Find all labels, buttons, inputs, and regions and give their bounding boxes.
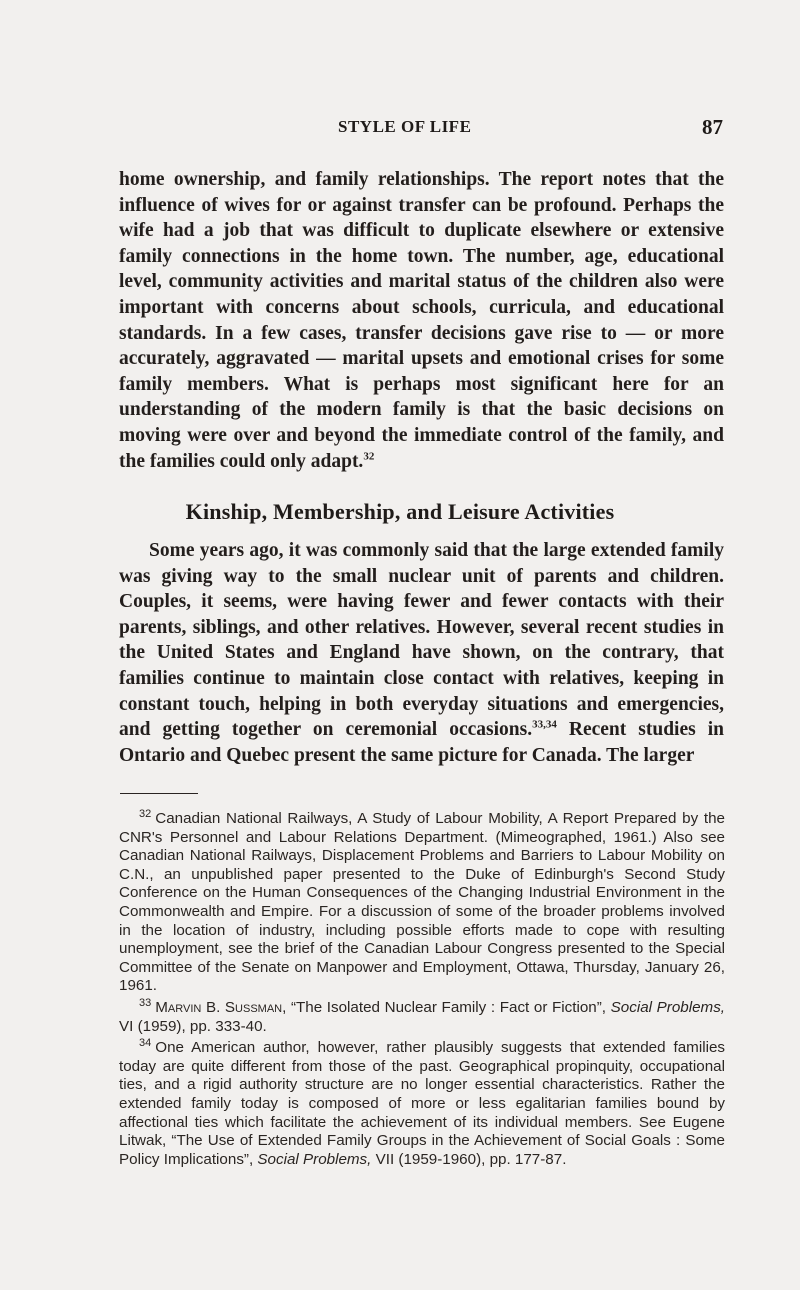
- footnote-text: One American author, however, rather plausibly suggests that extended families today are quite different from those of the past. Geographical propinquity, occupational ties, and a rigid authority structure are no longer essential characteristics. Rather the extended family today is composed of more or less egalitarian families bound by affectional ties which facilitate the achievement of its individual members. See Eugene Litwak, “The Use of Extended Family Groups in the Achievement of Social Goals : Some Policy Implications”,: [119, 1039, 725, 1168]
- footnote-text-end: VII (1959-1960), pp. 177-87.: [371, 1150, 567, 1168]
- paragraph-2-text-b: Recent studies in Ontario and Quebec present the same picture for Canada. The larger: [119, 719, 725, 766]
- footnote-32: [119, 807, 725, 996]
- section-heading: Kinship, Membership, and Leisure Activities: [185, 499, 615, 524]
- paragraph-2-text-a: Some years ago, it was commonly said that the large extended family was giving way to the small nuclear unit of parents and children. Couples, it seems, were having fewer and fewer contacts with their parents, siblings, and other relatives. However, several recent studies in the United States and England have shown, on the contrary, that families continue to maintain close contact with relatives, keeping in constant touch, helping in both everyday situations and emergencies, and getting together on ceremonial occasions.: [119, 540, 724, 741]
- paragraph-1-text: home ownership, and family relationships. The report notes that the influence of wives for or against transfer can be profound. Perhaps the wife had a job that was difficult to duplicate elsewhere or extensive family connections in the home town. The number, age, educational level, community activities and marital status of the children also were important with concerns about schools, curricula, and educational standards. In a few cases, transfer decisions gave rise to — or more accurately, aggravated — marital upsets and emotional crises for some family members. What is perhaps most significant here for an understanding of the modern family is that the basic decisions on moving were over and beyond the immediate control of the family, and the families could only adapt.: [119, 169, 724, 472]
- footnotes: [119, 807, 726, 1172]
- page-header: [0, 117, 800, 141]
- footnote-number: 32: [139, 807, 152, 820]
- running-title: STYLE OF LIFE: [338, 117, 472, 136]
- body-paragraph-2: [119, 538, 724, 768]
- footnote-text: , “The Isolated Nuclear Family : Fact or Fiction”,: [282, 998, 611, 1016]
- footnote-number: 33: [139, 996, 152, 1009]
- footnote-ref-33-34[interactable]: 33,34: [532, 718, 557, 731]
- footnote-33: [119, 996, 726, 1036]
- footnote-journal: Social Problems,: [610, 998, 726, 1016]
- footnote-text: Canadian National Railways, A Study of Labour Mobility, A Report Prepared by the CNR's Personnel and Labour Relations Department. (Mimeographed, 1961.) Also see Canadian National Railways, Displacement Problems and Barriers to Labour Mobility on C.N., an unpublished paper presented to the Duke of Edinburgh's Second Study Conference on the Human Consequences of the Changing Industrial Environment in the Commonwealth and Empire. For a discussion of some of the broader problems involved in the location of industry, including possible efforts made to cope with resulting unemployment, see the brief of the Canadian Labour Congress presented to the Special Committee of the Senate on Manpower and Employment, Ottawa, Thursday, January 26, 1961.: [119, 810, 725, 995]
- footnote-number: 34: [139, 1037, 152, 1050]
- page-number: 87: [702, 115, 723, 139]
- footnote-divider: [120, 793, 198, 794]
- footnote-ref-32[interactable]: 32: [363, 450, 375, 463]
- footnote-author: Marvin B. Sussman: [155, 998, 283, 1016]
- footnote-journal: Social Problems,: [257, 1150, 372, 1168]
- footnote-34: [119, 1039, 725, 1169]
- body-paragraph-1: [119, 167, 724, 474]
- footnote-text-end: VI (1959), pp. 333-40.: [119, 1017, 267, 1035]
